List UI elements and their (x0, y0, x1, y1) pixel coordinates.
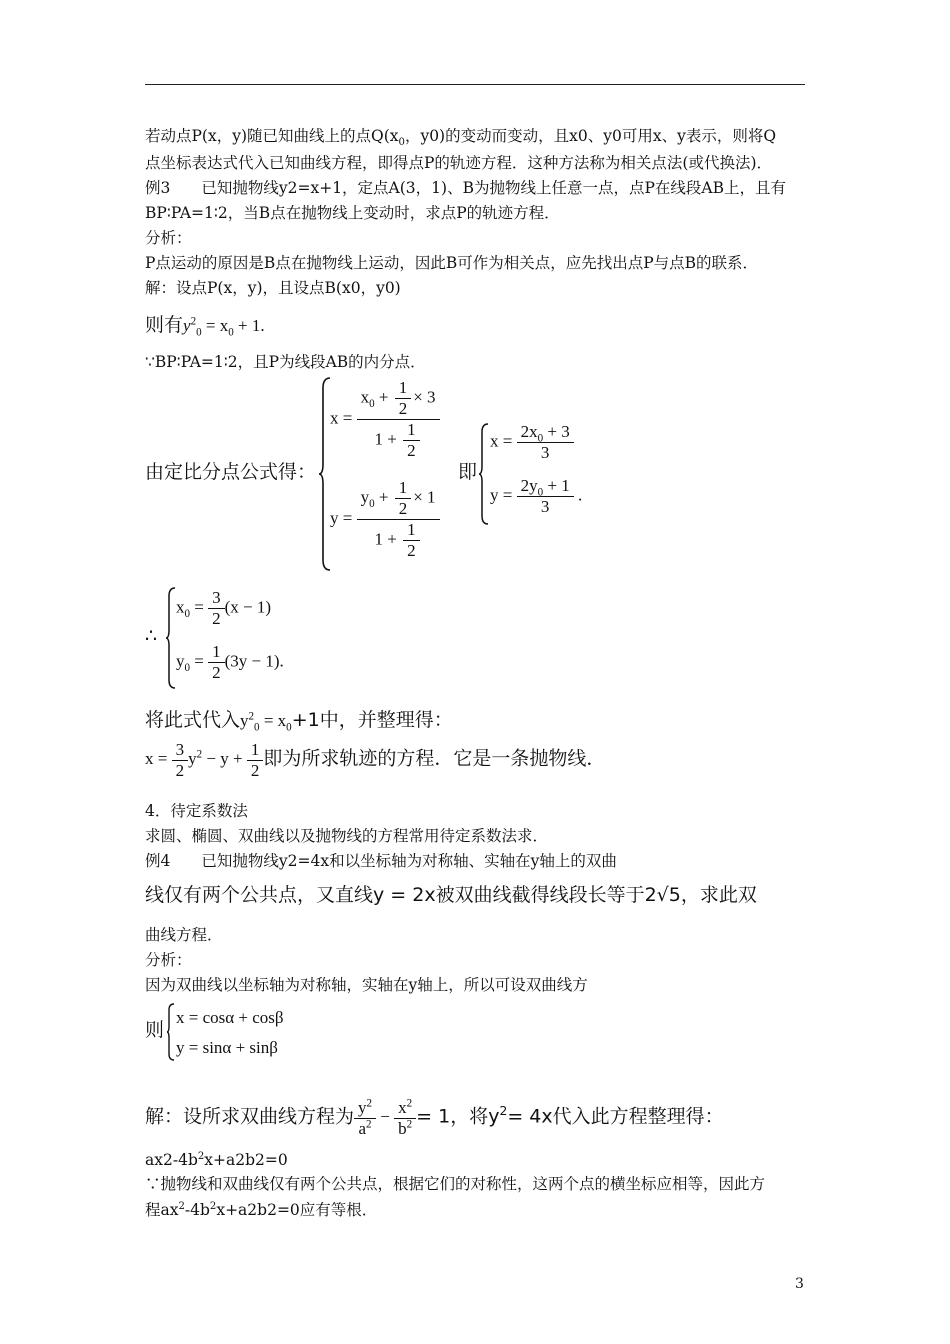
text-line: 例4 已知抛物线y2=4x和以坐标轴为对称轴、实轴在y轴上的双曲 (145, 852, 617, 870)
text-line: BP∶PA=1∶2，当B点在抛物线上变动时，求点P的轨迹方程． (145, 204, 560, 222)
therefore-symbol: ∴ (145, 625, 158, 647)
text-line: 分析： (145, 951, 192, 969)
text-line: 4．待定系数法 (145, 802, 248, 820)
text-line: ∵BP∶PA=1∶2，且P为线段AB的内分点． (145, 353, 426, 371)
text-line: ∵抛物线和双曲线仅有两个公共点，根据它们的对称性，这两个点的横坐标应相等，因此方 (145, 1175, 766, 1193)
text-line: 解：设点P(x，y)，且设点B(x0，y0) (145, 279, 401, 297)
text-line: $ax2-4b^2x+a2b2=0$ (145, 1150, 288, 1169)
left-brace-icon (166, 1002, 176, 1062)
page-number: 3 (795, 1276, 804, 1292)
equation: $x_0$ = $\frac{3}{2}$ (x − 1) (176, 588, 272, 628)
text-line: 因为双曲线以坐标轴为对称轴，实轴在y轴上，所以可设双曲线方 (145, 976, 588, 994)
header-rule (145, 84, 805, 85)
equation: 解：设所求双曲线方程为 $\frac{y^2}{a^2}$ − $\frac{x^2}{b^2}$ = 1，将$y^2= 4x$代入此方程整理得： (145, 1097, 724, 1138)
text-line: 若动点P(x，y)随已知曲线上的点$Q(x_0$，y0)的变动而变动，且x0、y0可用x、y表示，则将Q (145, 127, 777, 149)
equation: x = cosα + cosβ (176, 1008, 284, 1027)
text-line: 求圆、椭圆、双曲线以及抛物线的方程常用待定系数法求． (145, 827, 549, 845)
text-line: 例3 已知抛物线y2=x+1，定点A(3，1)、B为抛物线上任意一点，点P在线段AB上，且有 (145, 179, 786, 197)
text-line: 程$ax^2-4b^2x+a2b2=0$应有等根． (145, 1200, 378, 1219)
text-line: 曲线方程． (145, 926, 223, 944)
text-line: 分析： (145, 229, 192, 247)
equation: x = $\frac{2x_0 + 3}{3}$ (490, 422, 574, 463)
equation: x = $x_0$ + $\frac{1}{2}$ × 3 1 + $\frac{1}{2}$ (330, 378, 440, 461)
equation: 则有$y^2_0 = x_0 + 1$. (145, 314, 265, 339)
equation: 将此式代入$y^2_0 = x_0+1$中，并整理得： (145, 709, 453, 734)
text-line: 线仅有两个公共点，又直线y = 2x被双曲线截得线段长等于2√5，求此双 (145, 884, 757, 906)
equation-label: 则 (145, 1019, 165, 1041)
equation: y = $y_0$ + $\frac{1}{2}$ × 1 1 + $\frac{1}{2}$ (330, 478, 440, 561)
equation: $y_0$ = $\frac{1}{2}$ (3y − 1). (176, 642, 284, 682)
equation-label: 由定比分点公式得： (145, 461, 317, 483)
text-line: 点坐标表达式代入已知曲线方程，即得点P的轨迹方程．这种方法称为相关点法(或代换法)． (145, 154, 773, 172)
equation-label: 即 (458, 461, 478, 483)
text-line: P点运动的原因是B点在抛物线上运动，因此B可作为相关点，应先找出点P与点B的联系． (145, 254, 759, 272)
equation: y = sinα + sinβ (176, 1038, 278, 1057)
equation: y = $\frac{2y_0 + 1}{3}$ . (490, 476, 583, 516)
equation: x = $\frac{3}{2}$ $y^2 - y$ + $\frac{1}{2}$ 即为所求轨迹的方程．它是一条抛物线． (145, 740, 606, 780)
left-brace-icon (478, 422, 490, 526)
